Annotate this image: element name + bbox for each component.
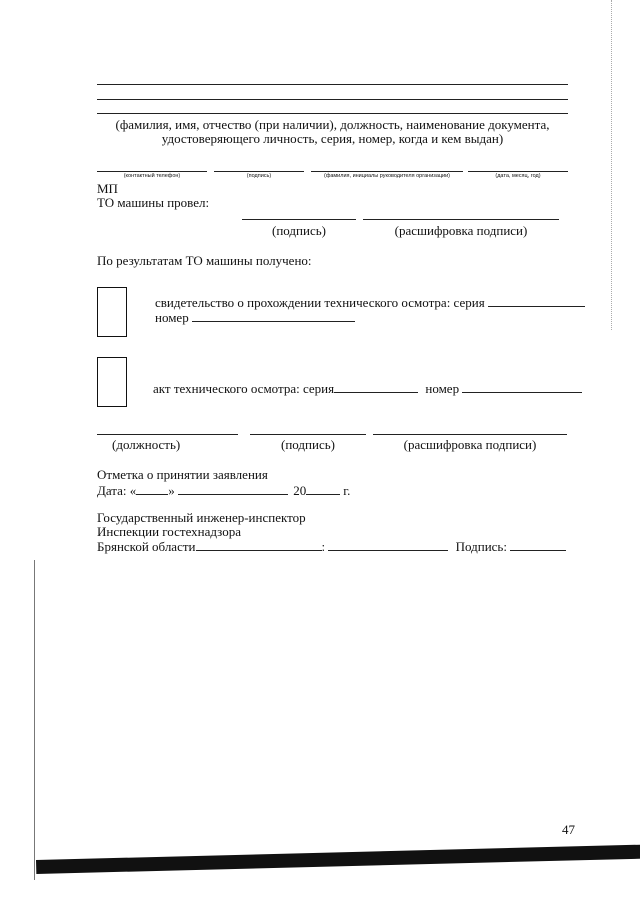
applicant-caption-line2: удостоверяющего личность, серия, номер, когда и кем выдан) bbox=[161, 131, 504, 146]
acceptance-title: Отметка о принятии заявления bbox=[97, 467, 268, 482]
inspector-extra-field[interactable] bbox=[328, 538, 448, 551]
applicant-line-3[interactable] bbox=[97, 113, 568, 114]
page-number: 47 bbox=[562, 822, 575, 837]
year-prefix: 20 bbox=[293, 483, 307, 498]
applicant-line-2[interactable] bbox=[97, 99, 568, 100]
inspection-by-label: ТО машины провел: bbox=[97, 195, 210, 210]
certificate-number-label: номер bbox=[155, 310, 189, 325]
official-signature-label: (подпись) bbox=[281, 437, 335, 452]
official-decoding-label: (расшифровка подписи) bbox=[403, 437, 537, 452]
year-suffix: г. bbox=[343, 483, 351, 498]
inspection-decoding-line[interactable] bbox=[363, 219, 559, 220]
inspector-signature-field[interactable] bbox=[510, 538, 566, 551]
scan-edge-bottom bbox=[36, 845, 640, 874]
phone-label: (контактный телефон) bbox=[123, 173, 181, 179]
official-signature-line[interactable] bbox=[250, 434, 366, 435]
head-name-line[interactable] bbox=[311, 171, 463, 172]
official-decoding-line[interactable] bbox=[373, 434, 567, 435]
date-label-small: (дата, месяц, год) bbox=[495, 173, 541, 179]
inspector-region-row bbox=[97, 538, 566, 554]
official-position-label: (должность) bbox=[112, 437, 181, 452]
official-position-line[interactable] bbox=[97, 434, 238, 435]
acceptance-date-row bbox=[97, 482, 350, 498]
signature-line-small[interactable] bbox=[214, 171, 304, 172]
scan-edge-left bbox=[34, 560, 35, 880]
act-number-field[interactable] bbox=[462, 380, 582, 393]
certificate-line2 bbox=[155, 309, 355, 325]
stamp-mark: МП bbox=[97, 181, 118, 196]
certificate-line1 bbox=[155, 294, 585, 310]
inspector-name-field[interactable] bbox=[196, 538, 322, 551]
inspector-line1: Государственный инженер-инспектор bbox=[97, 510, 306, 525]
applicant-line-1[interactable] bbox=[97, 84, 568, 85]
date-mid: » bbox=[168, 483, 175, 498]
certificate-series-field[interactable] bbox=[488, 294, 585, 307]
act-line bbox=[153, 380, 582, 396]
certificate-number-field[interactable] bbox=[192, 309, 355, 322]
date-line-small[interactable] bbox=[468, 171, 568, 172]
date-year-field[interactable] bbox=[306, 482, 340, 495]
act-checkbox[interactable] bbox=[97, 357, 127, 407]
region-colon: : bbox=[321, 539, 326, 554]
act-label: акт технического осмотра: серия bbox=[153, 381, 335, 396]
act-number-label: номер bbox=[425, 381, 460, 396]
date-month-field[interactable] bbox=[178, 482, 288, 495]
date-prefix: Дата: « bbox=[97, 483, 137, 498]
signature-label-small: (подпись) bbox=[246, 173, 272, 179]
phone-line[interactable] bbox=[97, 171, 207, 172]
inspector-line2: Инспекции гостехнадзора bbox=[97, 524, 241, 539]
inspector-signature-label: Подпись: bbox=[455, 539, 507, 554]
results-title: По результатам ТО машины получено: bbox=[97, 253, 312, 268]
act-series-field[interactable] bbox=[334, 380, 418, 393]
certificate-checkbox[interactable] bbox=[97, 287, 127, 337]
certificate-label: свидетельство о прохождении технического осмотра: серия bbox=[155, 295, 485, 310]
applicant-caption-line1: (фамилия, имя, отчество (при наличии), должность, наименование документа, bbox=[115, 117, 550, 132]
inspection-decoding-label: (расшифровка подписи) bbox=[394, 223, 528, 238]
date-day-field[interactable] bbox=[136, 482, 168, 495]
inspection-signature-line[interactable] bbox=[242, 219, 356, 220]
inspection-signature-label: (подпись) bbox=[272, 223, 326, 238]
scan-artifact bbox=[611, 0, 612, 330]
head-name-label: (фамилия, инициалы руководителя организации) bbox=[323, 173, 451, 179]
region-label: Брянской области bbox=[97, 539, 196, 554]
